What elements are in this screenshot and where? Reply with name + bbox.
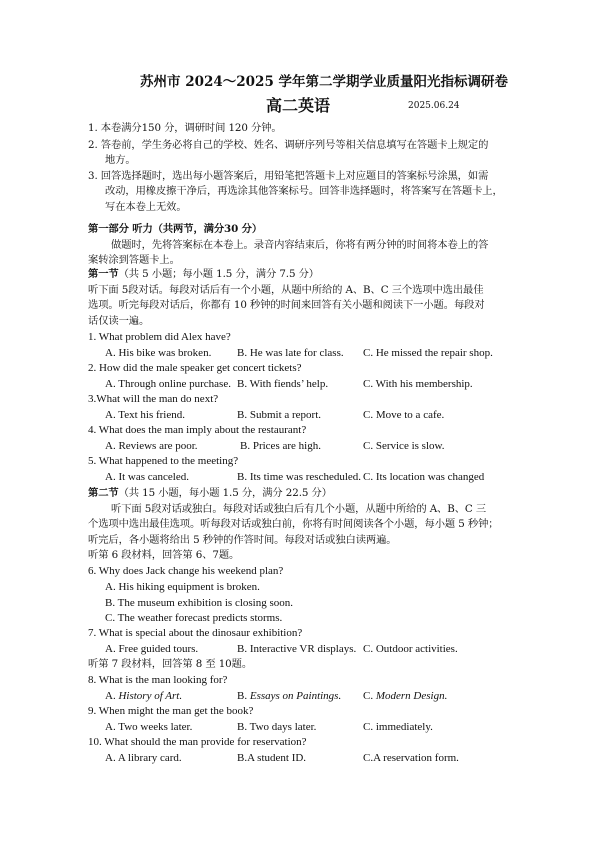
section1-directions: 听下面 5段对话。每段对话后有一个小题，从题中所给的 A、B、C 三个选项中选出最佳 [88,284,484,296]
q10-option-c: C.A reservation form. [363,752,459,764]
q4-option-c: C. Service is slow. [363,440,445,452]
q8-option-b-text: Essays on Paintings. [249,690,342,702]
q1-option-b: B. He was late for class. [237,347,344,359]
exam-date: 2025.06.24 [408,101,460,111]
section1-directions-2: 选项。听完每段对话后，你都有 10 秒钟的时间来回答有关小题和阅读下一小题。每段对 [88,299,485,311]
section2-directions: 听下面 5段对话或独白。每段对话或独白后有几个小题，从题中所给的 A、B、C 三 [111,503,487,515]
q7-option-b: B. Interactive VR displays. [237,643,357,655]
instruction-2-cont: 地方。 [105,154,136,166]
section1-heading-detail: （共 5 小题；每小题 1.5 分，满分 7.5 分） [118,268,319,280]
q8-option-b [237,691,341,702]
q3-option-c: C. Move to a cafe. [363,409,445,421]
question-10: 10. What should the man provide for reservation? [88,736,307,748]
question-9: 9. When might the man get the book? [88,705,254,717]
q6-option-c: C. The weather forecast predicts storms. [105,612,283,624]
question-5: 5. What happened to the meeting? [88,455,239,467]
section2-heading-detail: （共 15 小题，每小题 1.5 分，满分 22.5 分） [118,487,332,499]
q6-option-a: A. His hiking equipment is broken. [105,581,260,593]
instruction-2: 2. 答卷前，学生务必将自己的学校、姓名、调研序列号等相关信息填写在答题卡上规定的 [88,139,489,151]
section2-heading [88,488,332,498]
q2-option-c: C. With his membership. [363,378,473,390]
q2-option-a: A. Through online purchase. [105,378,231,390]
part1-intro: 做题时，先将答案标在本卷上。录音内容结束后，你将有两分钟的时间将本卷上的答 [111,239,489,251]
q4-option-a: A. Reviews are poor. [105,440,198,452]
material-7-note: 听第 7 段材料，回答第 8 至 10题。 [88,658,253,670]
part1-intro-cont: 案转涂到答题卡上。 [88,254,180,266]
instruction-3: 3. 回答选择题时，选出每小题答案后，用铅笔把答题卡上对应题目的答案标号涂黑，如需 [88,170,489,182]
q1-option-a: A. His bike was broken. [105,347,212,359]
exam-title: 苏州市 2024～2025 学年第二学期学业质量阳光指标调研卷 [140,74,509,90]
question-6: 6. Why does Jack change his weekend plan? [88,565,284,577]
subject-title: 高二英语 [266,96,331,115]
q9-option-c: C. immediately. [363,721,433,733]
q9-option-a: A. Two weeks later. [105,721,193,733]
question-7: 7. What is special about the dinosaur exhibition? [88,627,303,639]
section1-heading [88,269,319,279]
q5-option-a: A. It was canceled. [105,471,189,483]
q10-option-a: A. A library card. [105,752,182,764]
q5-option-c: C. Its location was changed [363,471,485,483]
section1-directions-3: 话仅读一遍。 [88,315,150,327]
part1-heading: 第一部分 听力（共两节，满分30 分） [88,223,263,235]
q8-option-c-text: Modern Design. [375,690,448,702]
question-1: 1. What problem did Alex have? [88,331,231,343]
q2-option-b: B. With fiends’ help. [237,378,329,390]
instruction-1: 1. 本卷满分150 分，调研时间 120 分钟。 [88,122,282,134]
question-8: 8. What is the man looking for? [88,674,228,686]
q5-option-b: B. Its time was rescheduled. [237,471,362,483]
q9-option-b: B. Two days later. [237,721,317,733]
section1-heading-label: 第一节 [88,268,119,280]
q3-option-b: B. Submit a report. [237,409,322,421]
section2-directions-2: 个选项中选出最佳选项。听每段对话或独白前，你将有时间阅读各个小题，每小题 5 秒钟； [88,518,499,530]
question-2: 2. How did the male speaker get concert tickets? [88,362,302,374]
section2-directions-3: 听完后，各小题将给出 5 秒钟的作答时间。每段对话或独白读两遍。 [88,534,397,546]
q7-option-a: A. Free guided tours. [105,643,199,655]
q8-option-a [105,691,182,702]
instruction-3-cont2: 写在本卷上无效。 [105,201,187,213]
q8-option-a-letter: A. [105,690,119,702]
q8-option-b-letter: B. [237,690,250,702]
q1-option-c: C. He missed the repair shop. [363,347,493,359]
q8-option-c [363,691,447,702]
q6-option-b: B. The museum exhibition is closing soon. [105,597,294,609]
instruction-3-cont: 改动，用橡皮擦干净后，再选涂其他答案标号。回答非选择题时，将答案写在答题卡上， [105,185,503,197]
material-6-note: 听第 6 段材料，回答第 6、7题。 [88,549,240,561]
q8-option-c-letter: C. [363,690,376,702]
question-3: 3.What will the man do next? [88,393,219,405]
q7-option-c: C. Outdoor activities. [363,643,458,655]
q4-option-b: B. Prices are high. [240,440,321,452]
q3-option-a: A. Text his friend. [105,409,185,421]
section2-heading-label: 第二节 [88,487,119,499]
question-4: 4. What does the man imply about the restaurant? [88,424,307,436]
q8-option-a-text: History of Art. [118,690,183,702]
q10-option-b: B.A student ID. [237,752,307,764]
